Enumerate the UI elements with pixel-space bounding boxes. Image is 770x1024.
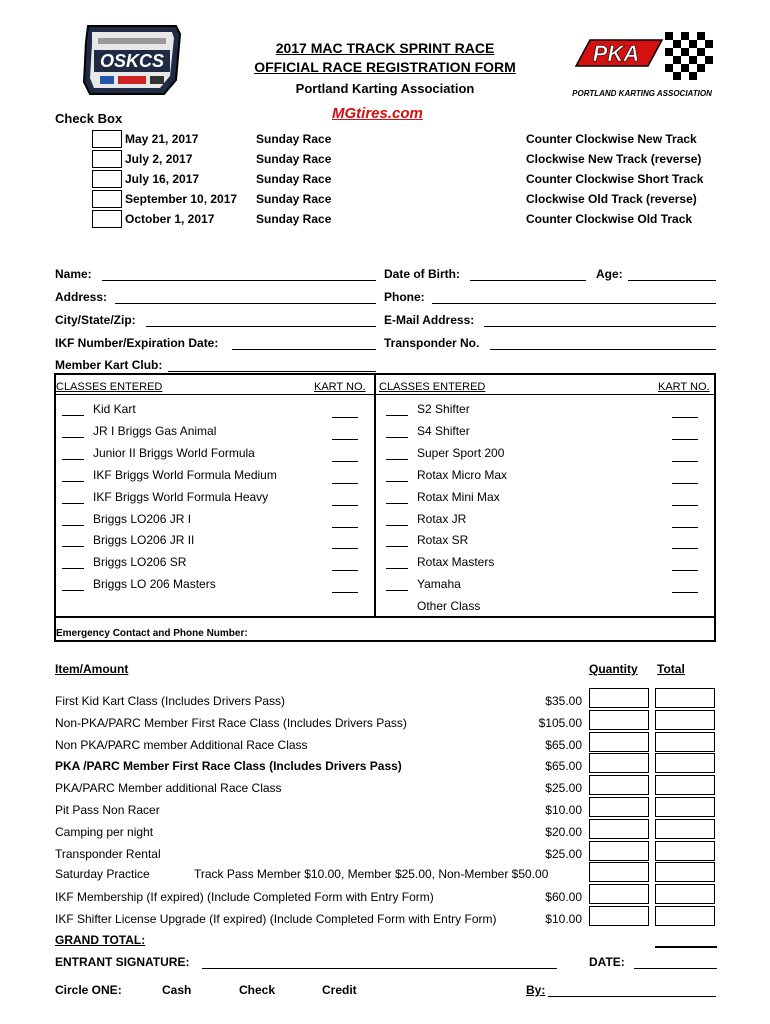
signature-field[interactable] [202,968,557,969]
quantity-box[interactable] [589,819,649,839]
fee-item-price: $20.00 [545,824,582,839]
class-select-field[interactable] [62,481,84,482]
class-name: Super Sport 200 [417,445,505,460]
quantity-box[interactable] [589,688,649,708]
class-select-field[interactable] [62,590,84,591]
class-name: IKF Briggs World Formula Medium [93,467,277,482]
race-date-checkbox[interactable] [92,150,122,168]
emergency-label: Emergency Contact and Phone Number: [56,628,248,639]
class-select-field[interactable] [62,415,84,416]
kart-number-field[interactable] [332,417,358,418]
ikf-item-label: IKF Membership (If expired) (Include Completed Form with Entry Form) [55,890,434,904]
fee-item-price: $65.00 [545,737,582,752]
class-name: Rotax SR [417,533,469,548]
class-name: Rotax Mini Max [417,489,500,504]
classes-header-right: CLASSES ENTERED [379,381,486,393]
kart-number-field[interactable] [672,417,698,418]
date-label: DATE: [589,955,625,969]
form-title-line1: 2017 MAC TRACK SPRINT RACE [275,40,495,56]
race-date-checkbox[interactable] [92,170,122,188]
age-label: Age: [596,267,623,281]
class-select-field[interactable] [62,503,84,504]
address-field[interactable] [115,303,376,304]
class-select-field[interactable] [386,481,408,482]
ikf-item-price: $10.00 [545,911,582,926]
grand-total-label: GRAND TOTAL: [55,933,146,947]
address-label: Address: [55,290,108,304]
kart-number-field[interactable] [332,505,358,506]
class-name: Briggs LO206 SR [93,555,187,570]
dob-label: Date of Birth: [384,267,460,281]
total-box[interactable] [655,732,715,752]
race-date: May 21, 2017 [125,132,199,146]
class-name: S4 Shifter [417,423,470,438]
race-date-checkbox[interactable] [92,190,122,208]
oskcs-logo-text: OSKCS [99,51,165,71]
kart-number-field[interactable] [672,483,698,484]
by-label: By: [526,983,546,997]
class-name: Briggs LO206 JR I [93,511,192,526]
race-type: Sunday Race [256,132,332,146]
total-box[interactable] [655,906,715,926]
race-type: Sunday Race [256,172,332,186]
class-select-field[interactable] [386,568,408,569]
signature-label: ENTRANT SIGNATURE: [55,955,190,969]
transponder-label: Transponder No. [384,336,480,350]
race-date: October 1, 2017 [125,212,215,226]
quantity-box[interactable] [589,906,649,926]
class-name: Rotax JR [417,511,467,526]
ikf-label: IKF Number/Expiration Date: [55,336,219,350]
class-name: Yamaha [417,577,461,592]
practice-detail: Track Pass Member $10.00, Member $25.00, Non-Member $50.00 [194,867,549,881]
fee-item-price: $105.00 [538,715,582,730]
total-header: Total [657,662,685,676]
class-select-field[interactable] [62,568,84,569]
class-select-field[interactable] [62,546,84,547]
class-name: Other Class [417,599,481,614]
date-field[interactable] [634,968,717,969]
mgtires-logo: MGtires.com [332,105,423,122]
email-field[interactable] [484,326,716,327]
fee-item-label: PKA /PARC Member First Race Class (Includes Drivers Pass) [55,759,402,774]
age-field[interactable] [628,280,716,281]
total-box[interactable] [655,819,715,839]
quantity-box[interactable] [589,841,649,861]
classes-header-left: CLASSES ENTERED [56,381,163,393]
race-date-checkbox[interactable] [92,130,122,148]
class-select-field[interactable] [386,525,408,526]
ikf-field[interactable] [232,349,376,350]
kart-number-field[interactable] [332,548,358,549]
class-select-field[interactable] [62,459,84,460]
kart-number-field[interactable] [332,461,358,462]
class-name: IKF Briggs World Formula Heavy [93,489,269,504]
race-date: July 2, 2017 [125,152,193,166]
credit-option[interactable]: Credit [322,983,357,997]
class-select-field[interactable] [386,437,408,438]
kart-number-field[interactable] [332,483,358,484]
quantity-box[interactable] [589,775,649,795]
ikf-item-price: $60.00 [545,890,582,904]
class-name: Junior II Briggs World Formula [93,445,255,460]
class-name: JR I Briggs Gas Animal [93,423,217,438]
race-type: Sunday Race [256,212,332,226]
kart-number-field[interactable] [332,439,358,440]
class-select-field[interactable] [62,437,84,438]
name-label: Name: [55,267,92,281]
practice-label: Saturday Practice [55,867,150,881]
club-label: Member Kart Club: [55,358,163,372]
kart-number-field[interactable] [672,548,698,549]
class-name: Rotax Masters [417,555,495,570]
total-box[interactable] [655,841,715,861]
circle-one-label: Circle ONE: [55,983,122,997]
race-type: Sunday Race [256,192,332,206]
fee-item-price: $25.00 [545,846,582,861]
city-field[interactable] [146,326,376,327]
class-name: Briggs LO 206 Masters [93,577,216,592]
city-label: City/State/Zip: [55,313,136,327]
quantity-box[interactable] [589,884,649,904]
race-date-checkbox[interactable] [92,210,122,228]
class-name: S2 Shifter [417,402,470,416]
form-title-line2: OFFICIAL RACE REGISTRATION FORM [254,59,516,75]
fee-item-label: Non-PKA/PARC Member First Race Class (Includes Drivers Pass) [55,715,407,730]
kart-number-field[interactable] [332,527,358,528]
kart-number-field[interactable] [672,505,698,506]
kart-header-right: KART NO. [658,381,710,393]
pka-logo-caption: PORTLAND KARTING ASSOCIATION [572,89,712,98]
emergency-field[interactable] [274,640,698,641]
class-select-field[interactable] [386,546,408,547]
fee-item-label: Pit Pass Non Racer [55,803,160,817]
total-box[interactable] [655,775,715,795]
race-track: Clockwise Old Track (reverse) [526,192,697,206]
quantity-box[interactable] [589,797,649,817]
fee-item-label: PKA/PARC Member additional Race Class [55,781,282,796]
kart-number-field[interactable] [672,592,698,593]
fee-item-price: $25.00 [545,781,582,796]
fee-item-label: First Kid Kart Class (Includes Drivers Pass) [55,694,286,708]
total-box[interactable] [655,688,715,708]
email-label: E-Mail Address: [384,313,475,327]
kart-number-field[interactable] [672,527,698,528]
association-name: Portland Karting Association [295,81,475,96]
class-name: Rotax Micro Max [417,467,508,482]
race-date: July 16, 2017 [125,172,200,186]
fee-item-label: Non PKA/PARC member Additional Race Class [55,737,308,752]
club-field[interactable] [168,371,376,372]
total-box[interactable] [655,753,715,773]
kart-number-field[interactable] [672,439,698,440]
fee-item-label: Camping per night [55,824,154,839]
ikf-item-label: IKF Shifter License Upgrade (If expired) (Include Completed Form with Entry Form) [55,911,497,926]
total-box[interactable] [655,884,715,904]
fee-item-price: $35.00 [545,694,582,708]
kart-number-field[interactable] [332,592,358,593]
class-select-field[interactable] [386,503,408,504]
quantity-box[interactable] [589,753,649,773]
race-track: Clockwise New Track (reverse) [526,152,702,166]
transponder-field[interactable] [490,349,716,350]
class-select-field[interactable] [386,415,408,416]
cash-option[interactable]: Cash [162,983,192,997]
race-track: Counter Clockwise New Track [526,132,697,146]
total-box[interactable] [655,797,715,817]
item-amount-header: Item/Amount [55,662,129,676]
phone-field[interactable] [432,303,716,304]
class-select-field[interactable] [386,459,408,460]
total-box[interactable] [655,862,715,882]
phone-label: Phone: [384,290,425,304]
quantity-box[interactable] [589,710,649,730]
pka-logo-text: PKA [592,41,640,66]
kart-header-left: KART NO. [314,381,366,393]
quantity-box[interactable] [589,732,649,752]
race-type: Sunday Race [256,152,332,166]
kart-number-field[interactable] [332,570,358,571]
classes-table [54,373,716,642]
race-track: Counter Clockwise Old Track [526,212,693,226]
class-select-field[interactable] [386,590,408,591]
fee-item-price: $65.00 [545,759,582,774]
name-field[interactable] [102,280,376,281]
kart-number-field[interactable] [672,461,698,462]
check-box-label: Check Box [55,111,123,126]
quantity-box[interactable] [589,862,649,882]
check-option[interactable]: Check [239,983,276,997]
fee-item-label: Transponder Rental [55,846,161,861]
race-track: Counter Clockwise Short Track [526,172,704,186]
dob-field[interactable] [470,280,586,281]
class-select-field[interactable] [62,525,84,526]
kart-number-field[interactable] [672,570,698,571]
race-date: September 10, 2017 [125,192,238,206]
class-name: Briggs LO206 JR II [93,533,195,548]
class-name: Kid Kart [93,402,136,416]
by-field[interactable] [548,996,716,997]
quantity-header: Quantity [589,662,638,676]
fee-item-price: $10.00 [545,803,582,817]
total-box[interactable] [655,710,715,730]
grand-total-field[interactable] [655,946,717,948]
